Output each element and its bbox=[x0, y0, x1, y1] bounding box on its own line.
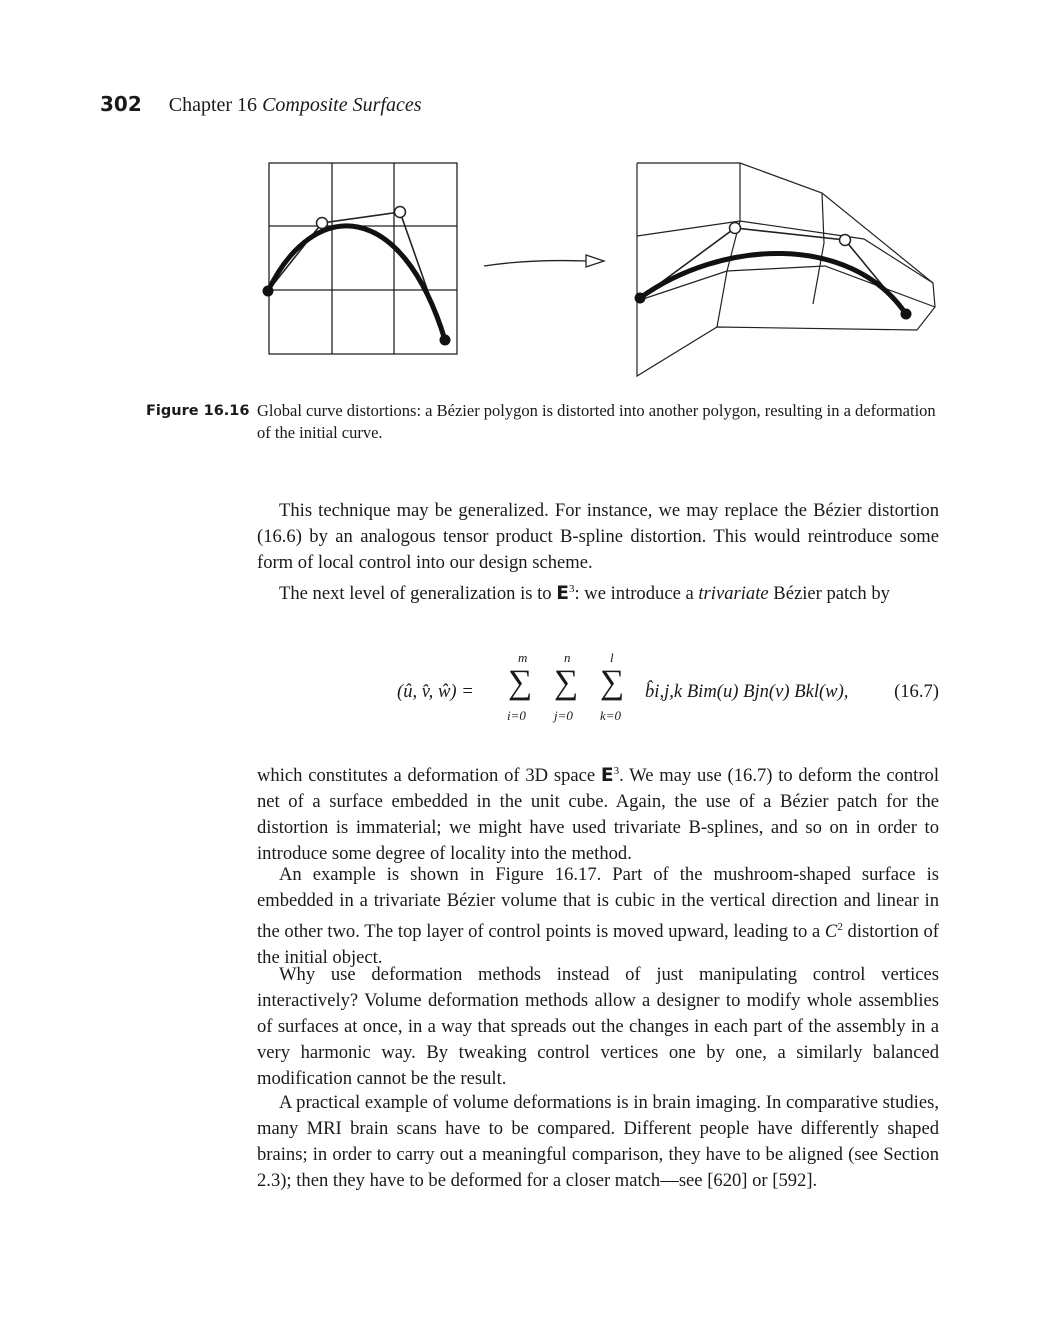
right-control-point bbox=[730, 223, 741, 234]
paragraph-4: An example is shown in Figure 16.17. Part of the mushroom-shaped surface is embedded in a trivariate Bézier volume that is cubic in the vertical direction and linear in the other two. The top layer of control points is moved upward, leading to a $C^2$ distortion of the initial object. bbox=[257, 864, 939, 969]
right-bezier-curve bbox=[640, 253, 906, 314]
paragraph-1: This technique may be generalized. For instance, we may replace the Bézier distortion (16.6) by an analogous tensor product B-spline distortion. This would reintroduce some form of local control into our design scheme. bbox=[257, 500, 939, 573]
paragraph-5: Why use deformation methods instead of just manipulating control vertices interactively? Volume deformation methods allow a designer to modify whole assemblies of surfaces at once, in a way that spreads out the changes in each part of the assembly in a very harmonic way. By tweaking control vertices one by one, a similarly balanced modification cannot be the result. bbox=[257, 964, 939, 1089]
equation-16-7: (û, v̂, ŵ) = m n l ∑ ∑ ∑ i=0 j=0 k=0 b̂i,j,k Bim(u) Bjn(v) Bkl(w), (16.7) bbox=[397, 650, 939, 723]
equation-number: (16.7) bbox=[894, 681, 939, 702]
left-control-point bbox=[395, 207, 406, 218]
running-head bbox=[100, 92, 422, 117]
arrow-icon bbox=[484, 255, 604, 267]
left-end-point bbox=[263, 286, 274, 297]
right-control-point bbox=[840, 235, 851, 246]
chapter-label: Chapter 16 bbox=[168, 94, 258, 116]
left-grid bbox=[269, 163, 457, 354]
paragraph-6: A practical example of volume deformations is in brain imaging. In comparative studies, many MRI brain scans have to be compared. Different people have differently shaped brains; in order to carry out a meaningful comparison, they have to be aligned (see Section 2.3); then they have to be deformed for a closer match—see [620] or [592]. bbox=[257, 1092, 939, 1191]
left-control-point bbox=[317, 218, 328, 229]
figure-label: Figure 16.16 bbox=[146, 403, 250, 419]
sum-symbol: ∑ bbox=[508, 664, 533, 701]
equation-term: b̂i,j,k Bim(u) Bjn(v) Bkl(w), bbox=[645, 681, 849, 702]
right-end-point bbox=[635, 293, 646, 304]
right-distorted-grid bbox=[637, 163, 935, 376]
left-end-point bbox=[440, 335, 451, 346]
paragraph-2: The next level of generalization is to $E^3$: we introduce a trivariate Bézier patch by bbox=[279, 583, 890, 605]
equation-lhs: (û, v̂, ŵ) = bbox=[397, 681, 474, 702]
figure-caption-text: Global curve distortions: a Bézier polygon is distorted into another polygon, resulting in a deformation of the initial curve. bbox=[257, 401, 936, 442]
page-number: 302 bbox=[100, 92, 142, 116]
sum-symbol: ∑ bbox=[554, 664, 579, 701]
left-bezier-curve bbox=[268, 226, 445, 340]
right-end-point bbox=[901, 309, 912, 320]
chapter-title: Composite Surfaces bbox=[262, 94, 422, 116]
paragraph-3: which constitutes a deformation of 3D space $E^3$. We may use (16.7) to deform the control net of a surface embedded in the unit cube. Again, the use of a Bézier patch for the distortion is immaterial; we might have used trivariate B-splines, and so on in order to introduce some degree of locality into the method. bbox=[257, 765, 940, 865]
sum-symbol: ∑ bbox=[600, 664, 625, 701]
figure-caption bbox=[146, 400, 946, 444]
figure-curve-distortion bbox=[0, 150, 1051, 390]
